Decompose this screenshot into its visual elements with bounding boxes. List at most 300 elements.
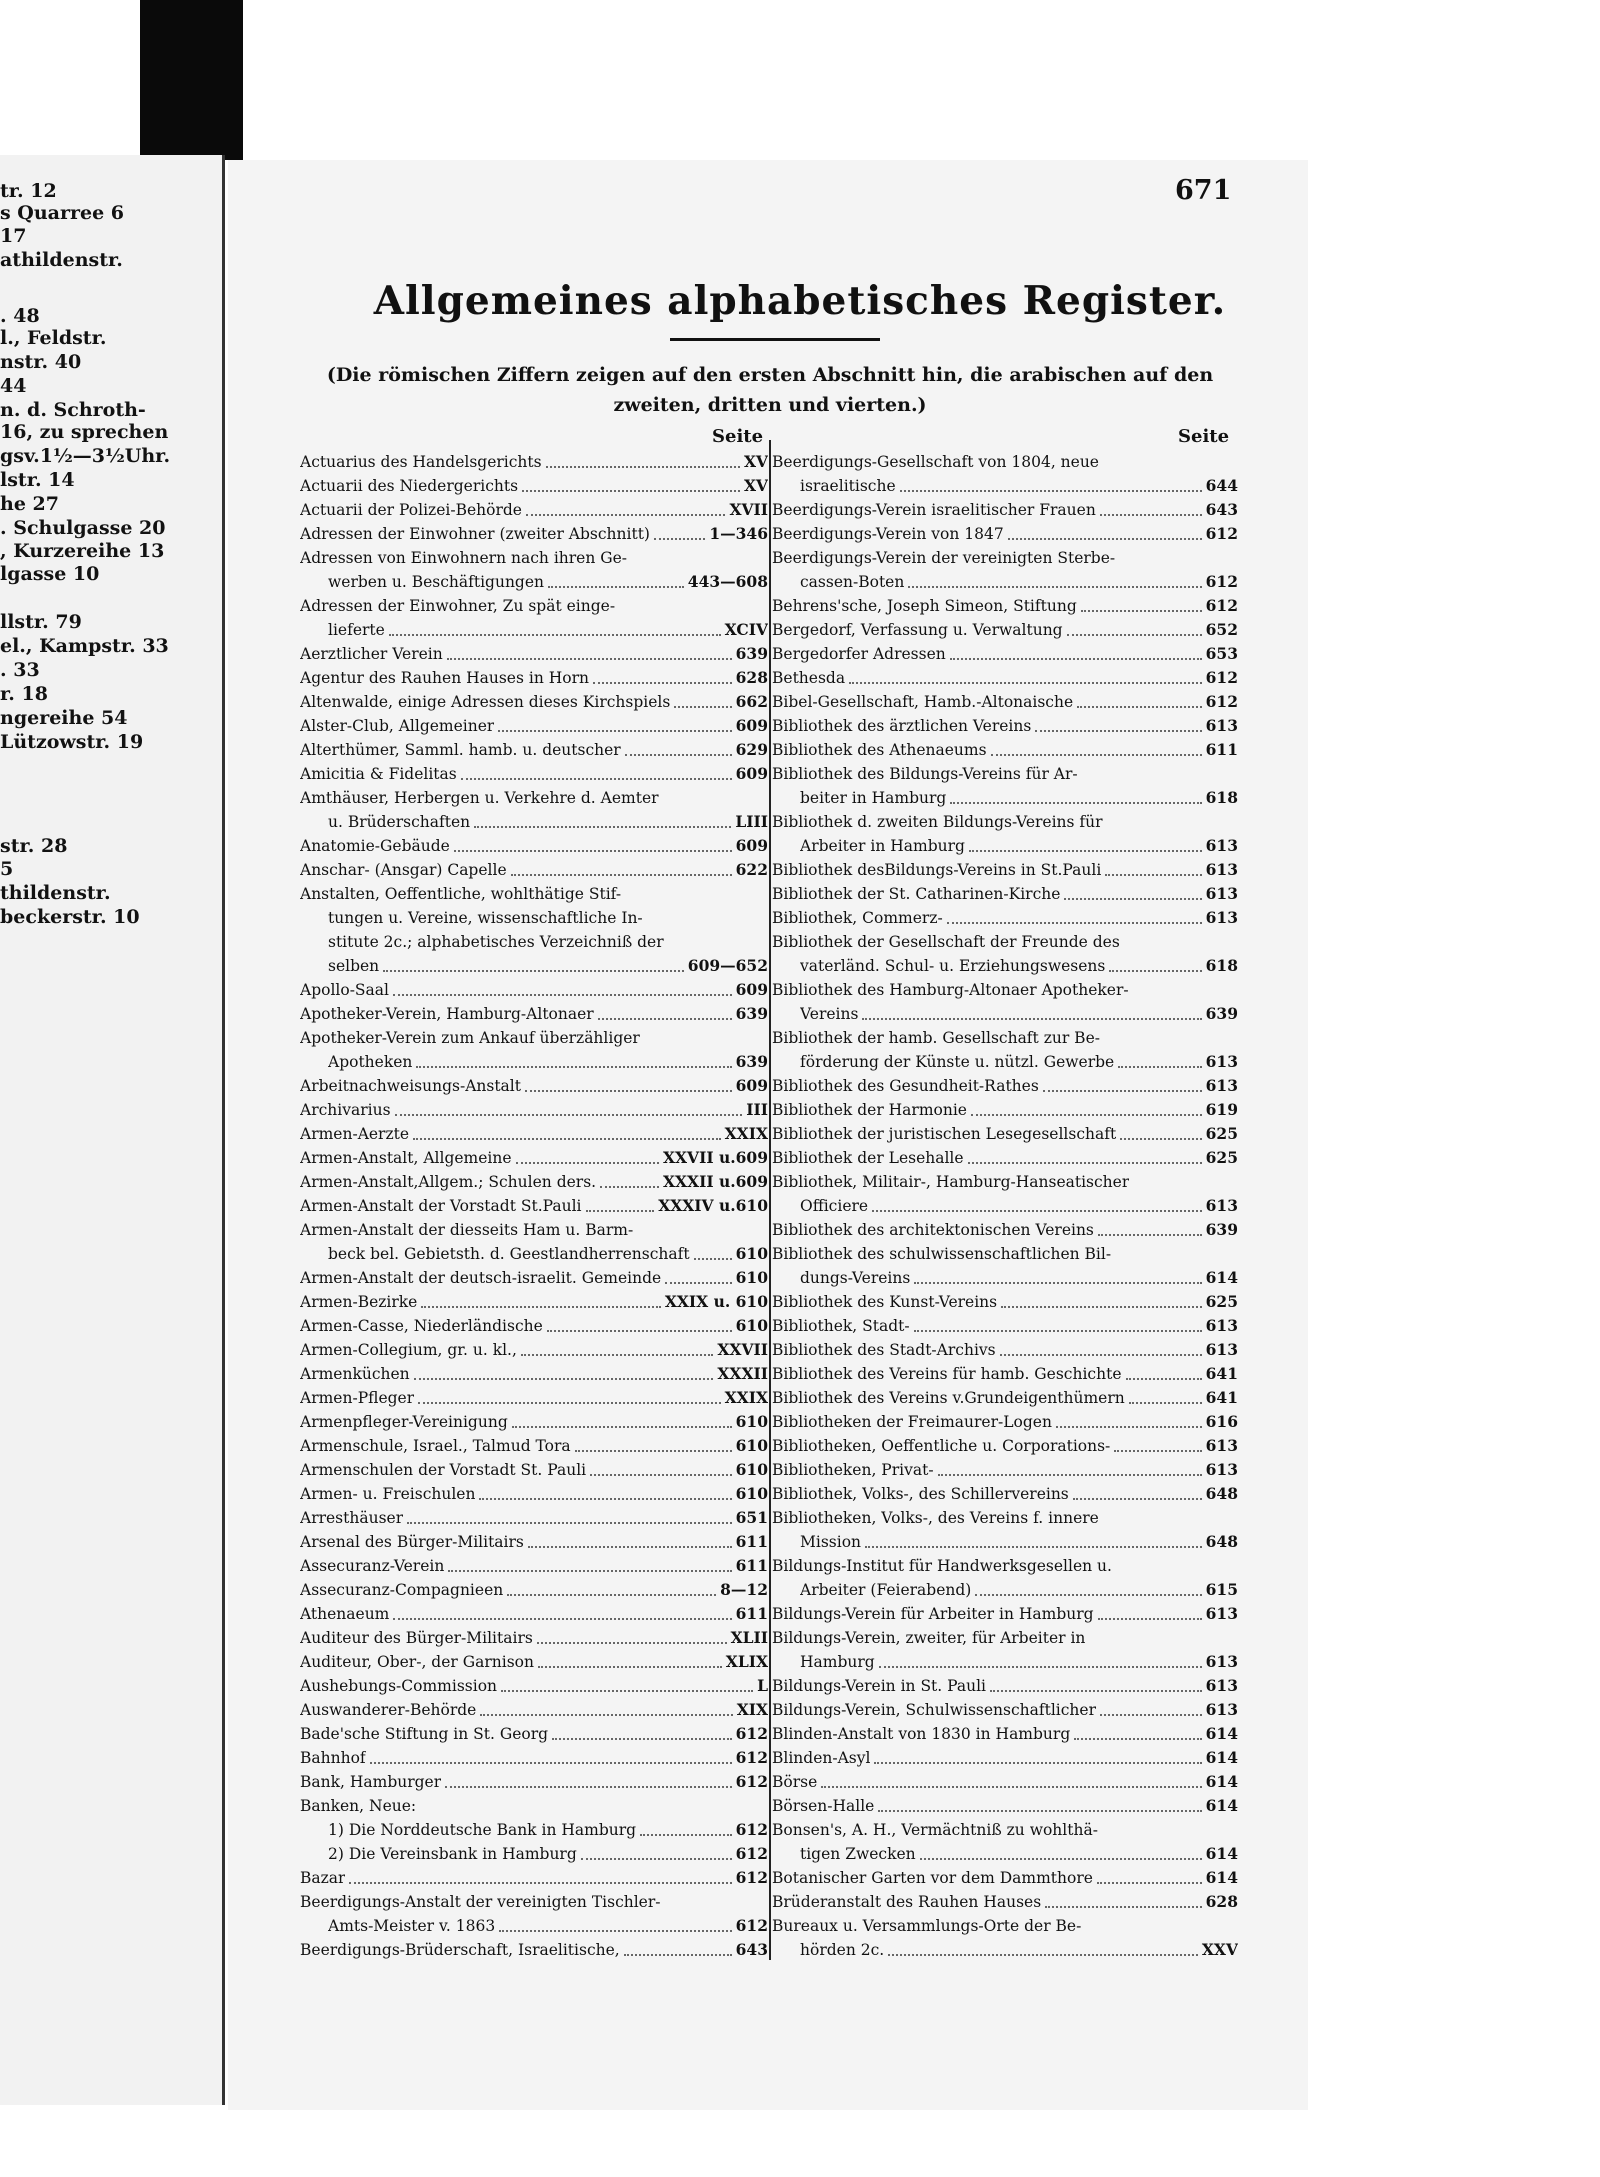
entry-page-ref: 613 — [1205, 1700, 1238, 1719]
register-entry — [300, 738, 768, 762]
entry-page-ref: 641 — [1205, 1364, 1238, 1383]
entry-page-ref: 625 — [1205, 1124, 1238, 1143]
entry-label: Bildungs-Verein für Arbeiter in Hamburg — [772, 1605, 1094, 1623]
dot-leader — [975, 1594, 1201, 1596]
dot-leader — [581, 1858, 732, 1860]
entry-page-ref: 628 — [735, 668, 768, 687]
entry-page-ref: 614 — [1205, 1868, 1238, 1887]
register-entry — [300, 1818, 768, 1842]
dot-leader — [969, 850, 1202, 852]
register-entry — [772, 1698, 1238, 1722]
entry-label: Apollo-Saal — [300, 981, 389, 999]
entry-page-ref: 622 — [735, 860, 768, 879]
register-entry — [300, 1338, 768, 1362]
register-entry — [772, 978, 1238, 1002]
dot-leader — [474, 826, 731, 828]
entry-label: Actuarii der Polizei-Behörde — [300, 501, 522, 519]
register-entry — [772, 570, 1238, 594]
register-entry — [772, 882, 1238, 906]
register-entry — [300, 1578, 768, 1602]
entry-label: cassen-Boten — [800, 573, 905, 591]
entry-label: Aerztlicher Verein — [300, 645, 443, 663]
entry-label: Amts-Meister v. 1863 — [328, 1917, 496, 1935]
entry-page-ref: 613 — [1205, 860, 1238, 879]
entry-page-ref: 612 — [735, 1916, 768, 1935]
entry-label: Bibliothek, Commerz- — [772, 909, 943, 927]
dot-leader — [575, 1450, 732, 1452]
entry-label: Bibliotheken der Freimaurer-Logen — [772, 1413, 1052, 1431]
entry-label: israelitische — [800, 477, 896, 495]
dot-leader — [538, 1666, 722, 1668]
entry-page-ref: 643 — [735, 1940, 768, 1959]
register-entry — [772, 738, 1238, 762]
dot-leader — [1098, 1234, 1202, 1236]
register-entry — [300, 666, 768, 690]
left-page-fragment: he 27 — [0, 493, 59, 515]
register-entry — [300, 930, 768, 954]
register-entry — [772, 1890, 1238, 1914]
dot-leader — [1097, 1882, 1202, 1884]
register-entry — [300, 546, 768, 570]
dot-leader — [947, 922, 1202, 924]
entry-label: Armen-Casse, Niederländische — [300, 1317, 543, 1335]
register-entry — [300, 594, 768, 618]
entry-label: Anschar- (Ansgar) Capelle — [300, 861, 507, 879]
register-entry — [772, 1026, 1238, 1050]
dot-leader — [480, 1714, 732, 1716]
entry-label: förderung der Künste u. nützl. Gewerbe — [800, 1053, 1115, 1071]
entry-page-ref: XXXII u.609 — [663, 1172, 768, 1191]
entry-page-ref: 619 — [1205, 1100, 1238, 1119]
entry-label: Alterthümer, Samml. hamb. u. deutscher — [300, 741, 621, 759]
register-entry — [772, 1626, 1238, 1650]
entry-page-ref: 612 — [735, 1844, 768, 1863]
entry-label: Bildungs-Verein, zweiter, für Arbeiter in — [772, 1629, 1086, 1647]
entry-page-ref: 612 — [735, 1724, 768, 1743]
entry-page-ref: 653 — [1205, 644, 1238, 663]
dot-leader — [511, 874, 732, 876]
entry-page-ref: 618 — [1205, 956, 1238, 975]
entry-page-ref: 609 — [735, 716, 768, 735]
dot-leader — [624, 1954, 732, 1956]
register-entry — [772, 1314, 1238, 1338]
register-entry — [772, 1242, 1238, 1266]
dot-leader — [888, 1954, 1198, 1956]
dot-leader — [640, 1834, 732, 1836]
register-entry — [300, 1746, 768, 1770]
entry-page-ref: XVII — [729, 500, 768, 519]
entry-label: Bibliotheken, Privat- — [772, 1461, 934, 1479]
register-left-column — [300, 450, 768, 1962]
register-entry — [772, 1674, 1238, 1698]
entry-label: Arbeiter (Feierabend) — [800, 1581, 972, 1599]
entry-label: Beerdigungs-Anstalt der vereinigten Tischler- — [300, 1893, 661, 1911]
entry-label: Armen-Anstalt der Vorstadt St.Pauli — [300, 1197, 582, 1215]
dot-leader — [971, 1114, 1202, 1116]
register-entry — [772, 1914, 1238, 1938]
entry-page-ref: XIX — [736, 1700, 768, 1719]
dot-leader — [1035, 730, 1201, 732]
dot-leader — [418, 1402, 721, 1404]
register-entry — [300, 1290, 768, 1314]
entry-page-ref: 609—652 — [687, 956, 768, 975]
register-entry — [300, 1554, 768, 1578]
dot-leader — [920, 1858, 1202, 1860]
register-entry — [772, 1290, 1238, 1314]
dot-leader — [552, 1738, 732, 1740]
register-entry — [772, 1938, 1238, 1962]
entry-label: Bibliotheken, Volks-, des Vereins f. innere — [772, 1509, 1099, 1527]
dot-leader — [1100, 514, 1202, 516]
dot-leader — [1074, 1738, 1201, 1740]
dot-leader — [694, 1258, 732, 1260]
left-column-header: Seite — [712, 426, 764, 447]
entry-label: Bibel-Gesellschaft, Hamb.-Altonaische — [772, 693, 1074, 711]
dot-leader — [938, 1474, 1202, 1476]
dot-leader — [413, 1138, 721, 1140]
dot-leader — [914, 1282, 1201, 1284]
register-entry — [772, 1458, 1238, 1482]
entry-page-ref: 611 — [1205, 740, 1238, 759]
register-entry — [300, 1410, 768, 1434]
register-entry — [300, 1026, 768, 1050]
register-entry — [772, 1122, 1238, 1146]
entry-label: Bibliothek der hamb. Gesellschaft zur Be- — [772, 1029, 1100, 1047]
entry-label: Bibliotheken, Oeffentliche u. Corporations- — [772, 1437, 1111, 1455]
register-entry — [772, 810, 1238, 834]
entry-page-ref: XXXIV u.610 — [658, 1196, 768, 1215]
entry-label: 1) Die Norddeutsche Bank in Hamburg — [328, 1821, 637, 1839]
entry-page-ref: 611 — [735, 1604, 768, 1623]
entry-label: Blinden-Anstalt von 1830 in Hamburg — [772, 1725, 1071, 1743]
dot-leader — [849, 682, 1202, 684]
dot-leader — [393, 994, 732, 996]
dot-leader — [1118, 1066, 1201, 1068]
entry-label: Bibliothek des Stadt-Archivs — [772, 1341, 996, 1359]
left-page-fragment: beckerstr. 10 — [0, 906, 140, 928]
dot-leader — [593, 682, 732, 684]
dot-leader — [914, 1330, 1202, 1332]
register-entry — [772, 594, 1238, 618]
entry-label: hörden 2c. — [800, 1941, 885, 1959]
entry-label: Behrens'sche, Joseph Simeon, Stiftung — [772, 597, 1077, 615]
entry-label: Amicitia & Fidelitas — [300, 765, 457, 783]
entry-page-ref: 609 — [735, 980, 768, 999]
entry-page-ref: 612 — [735, 1820, 768, 1839]
register-entry — [300, 1794, 768, 1818]
entry-label: Athenaeum — [300, 1605, 390, 1623]
register-entry — [300, 1866, 768, 1890]
entry-label: stitute 2c.; alphabetisches Verzeichniß der — [328, 933, 664, 951]
register-entry — [772, 1194, 1238, 1218]
entry-label: Botanischer Garten vor dem Dammthore — [772, 1869, 1093, 1887]
register-entry — [772, 714, 1238, 738]
title-underline — [670, 338, 880, 341]
register-entry — [300, 1434, 768, 1458]
register-entry — [300, 1914, 768, 1938]
entry-label: Anstalten, Oeffentliche, wohlthätige Stif- — [300, 885, 622, 903]
entry-page-ref: XXVII u.609 — [663, 1148, 768, 1167]
dot-leader — [586, 1210, 655, 1212]
register-entry — [772, 1002, 1238, 1026]
register-entry — [772, 1602, 1238, 1626]
entry-label: Bibliothek der Harmonie — [772, 1101, 967, 1119]
entry-label: Officiere — [800, 1197, 869, 1215]
dot-leader — [512, 1426, 732, 1428]
entry-page-ref: 612 — [1205, 596, 1238, 615]
dot-leader — [421, 1306, 660, 1308]
left-page-fragment: str. 28 — [0, 835, 68, 857]
entry-page-ref: 613 — [1205, 1436, 1238, 1455]
register-entry — [772, 666, 1238, 690]
entry-page-ref: 614 — [1205, 1724, 1238, 1743]
dot-leader — [395, 1114, 743, 1116]
entry-label: u. Brüderschaften — [328, 813, 471, 831]
register-entry — [300, 1626, 768, 1650]
register-entry — [772, 1818, 1238, 1842]
entry-label: Bank, Hamburger — [300, 1773, 442, 1791]
entry-page-ref: XV — [743, 452, 768, 471]
dot-leader — [874, 1762, 1201, 1764]
dot-leader — [1043, 1090, 1202, 1092]
entry-label: Arresthäuser — [300, 1509, 404, 1527]
entry-page-ref: 612 — [735, 1748, 768, 1767]
entry-label: Bibliothek des architektonischen Vereins — [772, 1221, 1094, 1239]
register-entry — [772, 1506, 1238, 1530]
left-page-fragment: tr. 12 — [0, 180, 57, 202]
entry-page-ref: 614 — [1205, 1772, 1238, 1791]
register-entry — [772, 834, 1238, 858]
dot-leader — [393, 1618, 731, 1620]
register-entry — [772, 1386, 1238, 1410]
entry-page-ref: 610 — [735, 1244, 768, 1263]
entry-page-ref: 652 — [1205, 620, 1238, 639]
left-page-fragment: lstr. 14 — [0, 469, 75, 491]
entry-page-ref: 616 — [1205, 1412, 1238, 1431]
dot-leader — [454, 850, 732, 852]
entry-label: Bildungs-Institut für Handwerksgesellen u. — [772, 1557, 1112, 1575]
entry-page-ref: 609 — [735, 764, 768, 783]
entry-page-ref: 641 — [1205, 1388, 1238, 1407]
entry-page-ref: 611 — [735, 1532, 768, 1551]
entry-label: Bibliothek des schulwissenschaftlichen Bil- — [772, 1245, 1112, 1263]
page-number: 671 — [1175, 175, 1232, 206]
entry-page-ref: 612 — [1205, 524, 1238, 543]
register-entry — [300, 1890, 768, 1914]
page-title: Allgemeines alphabetisches Register. — [373, 278, 1227, 324]
entry-page-ref: 639 — [1205, 1004, 1238, 1023]
dot-leader — [1081, 610, 1202, 612]
register-entry — [300, 1842, 768, 1866]
entry-label: Adressen der Einwohner (zweiter Abschnitt) — [300, 525, 650, 543]
register-entry — [772, 522, 1238, 546]
register-entry — [772, 1530, 1238, 1554]
entry-label: Anatomie-Gebäude — [300, 837, 450, 855]
entry-label: Blinden-Asyl — [772, 1749, 871, 1767]
dot-leader — [383, 970, 684, 972]
entry-label: Arbeitnachweisungs-Anstalt — [300, 1077, 521, 1095]
entry-label: Armen-Anstalt,Allgem.; Schulen ders. — [300, 1173, 597, 1191]
entry-label: Bibliothek der St. Catharinen-Kirche — [772, 885, 1061, 903]
entry-label: Armen-Collegium, gr. u. kl., — [300, 1341, 517, 1359]
register-entry — [300, 690, 768, 714]
dot-leader — [1100, 1714, 1202, 1716]
register-entry — [772, 1650, 1238, 1674]
left-page-fragment: 17 — [0, 225, 27, 247]
register-entry — [300, 1074, 768, 1098]
entry-label: Bergedorf, Verfassung u. Verwaltung — [772, 621, 1063, 639]
dot-leader — [991, 754, 1202, 756]
dot-leader — [537, 1642, 727, 1644]
dot-leader — [1098, 1618, 1202, 1620]
entry-label: selben — [328, 957, 380, 975]
entry-label: Assecuranz-Verein — [300, 1557, 445, 1575]
entry-label: Brüderanstalt des Rauhen Hauses — [772, 1893, 1042, 1911]
entry-label: Armenschule, Israel., Talmud Tora — [300, 1437, 571, 1455]
register-entry — [300, 1770, 768, 1794]
gutter-shadow — [140, 0, 243, 160]
register-entry — [300, 1482, 768, 1506]
entry-label: tungen u. Vereine, wissenschaftliche In- — [328, 909, 643, 927]
dot-leader — [968, 1162, 1202, 1164]
entry-page-ref: 614 — [1205, 1268, 1238, 1287]
entry-page-ref: 613 — [1205, 1676, 1238, 1695]
dot-leader — [548, 586, 684, 588]
register-entry — [772, 498, 1238, 522]
left-page-fragment: gsv.1½—3½Uhr. — [0, 445, 171, 467]
dot-leader — [525, 1090, 732, 1092]
dot-leader — [499, 1930, 731, 1932]
entry-page-ref: XXXII — [717, 1364, 768, 1383]
register-entry — [300, 786, 768, 810]
dot-leader — [674, 706, 731, 708]
entry-label: beck bel. Gebietsth. d. Geestlandherrenschaft — [328, 1245, 690, 1263]
entry-page-ref: 644 — [1205, 476, 1238, 495]
entry-page-ref: 610 — [735, 1484, 768, 1503]
entry-page-ref: 443—608 — [687, 572, 768, 591]
entry-page-ref: 613 — [1205, 716, 1238, 735]
register-entry — [772, 1410, 1238, 1434]
register-entry — [300, 882, 768, 906]
entry-label: Agentur des Rauhen Hauses in Horn — [300, 669, 589, 687]
entry-page-ref: 612 — [1205, 668, 1238, 687]
dot-leader — [1109, 970, 1201, 972]
entry-page-ref: 613 — [1205, 1604, 1238, 1623]
entry-page-ref: 651 — [735, 1508, 768, 1527]
entry-label: Apotheker-Verein, Hamburg-Altonaer — [300, 1005, 594, 1023]
dot-leader — [547, 1330, 732, 1332]
dot-leader — [908, 586, 1201, 588]
entry-page-ref: 625 — [1205, 1292, 1238, 1311]
register-entry — [772, 1170, 1238, 1194]
entry-page-ref: 648 — [1205, 1532, 1238, 1551]
register-entry — [772, 618, 1238, 642]
register-entry — [772, 1434, 1238, 1458]
entry-label: Arbeiter in Hamburg — [800, 837, 965, 855]
register-entry — [300, 1722, 768, 1746]
entry-page-ref: 613 — [1205, 1052, 1238, 1071]
entry-page-ref: XLIX — [725, 1652, 768, 1671]
register-entry — [300, 1194, 768, 1218]
entry-label: Bibliothek des Vereins für hamb. Geschichte — [772, 1365, 1122, 1383]
entry-label: Beerdigungs-Verein israelitischer Frauen — [772, 501, 1096, 519]
register-entry — [300, 1098, 768, 1122]
register-entry — [300, 522, 768, 546]
entry-label: Bibliothek, Volks-, des Schillervereins — [772, 1485, 1069, 1503]
dot-leader — [1045, 1906, 1201, 1908]
dot-leader — [862, 1018, 1201, 1020]
entry-page-ref: 1—346 — [709, 524, 768, 543]
register-entry — [772, 762, 1238, 786]
dot-leader — [1073, 1498, 1202, 1500]
left-page-fragment: lgasse 10 — [0, 563, 100, 585]
dot-leader — [1000, 1354, 1202, 1356]
left-page-fragment: ngereihe 54 — [0, 707, 128, 729]
entry-page-ref: 610 — [735, 1268, 768, 1287]
entry-page-ref: 639 — [735, 644, 768, 663]
dot-leader — [516, 1162, 659, 1164]
dot-leader — [546, 466, 740, 468]
register-entry — [300, 570, 768, 594]
register-entry — [300, 954, 768, 978]
entry-page-ref: 639 — [735, 1004, 768, 1023]
right-column-header: Seite — [1178, 426, 1230, 447]
register-entry — [772, 1794, 1238, 1818]
register-entry — [300, 1698, 768, 1722]
dot-leader — [501, 1690, 753, 1692]
entry-label: Aushebungs-Commission — [300, 1677, 498, 1695]
register-entry — [772, 690, 1238, 714]
entry-page-ref: XLII — [730, 1628, 768, 1647]
dot-leader — [521, 1354, 713, 1356]
entry-label: Banken, Neue: — [300, 1797, 417, 1815]
register-entry — [300, 1266, 768, 1290]
dot-leader — [1067, 634, 1202, 636]
dot-leader — [950, 658, 1202, 660]
entry-label: Bibliothek des Gesundheit-Rathes — [772, 1077, 1039, 1095]
left-page-fragment: , Kurzereihe 13 — [0, 540, 165, 562]
register-entry — [300, 714, 768, 738]
dot-leader — [389, 634, 721, 636]
entry-label: Bureaux u. Versammlungs-Orte der Be- — [772, 1917, 1082, 1935]
entry-page-ref: 610 — [735, 1436, 768, 1455]
entry-label: Hamburg — [800, 1653, 875, 1671]
entry-label: Amthäuser, Herbergen u. Verkehre d. Aemter — [300, 789, 659, 807]
entry-page-ref: 610 — [735, 1412, 768, 1431]
register-entry — [772, 642, 1238, 666]
entry-page-ref: XCIV — [724, 620, 768, 639]
register-entry — [772, 906, 1238, 930]
entry-page-ref: 612 — [1205, 572, 1238, 591]
register-entry — [300, 1122, 768, 1146]
entry-page-ref: L — [757, 1676, 768, 1695]
dot-leader — [900, 490, 1202, 492]
entry-page-ref: 612 — [735, 1772, 768, 1791]
entry-page-ref: III — [746, 1100, 768, 1119]
entry-label: Armen-Bezirke — [300, 1293, 418, 1311]
entry-page-ref: 625 — [1205, 1148, 1238, 1167]
register-entry — [300, 1002, 768, 1026]
register-entry — [772, 1218, 1238, 1242]
dot-leader — [522, 490, 740, 492]
entry-label: Armen-Anstalt, Allgemeine — [300, 1149, 512, 1167]
dot-leader — [1064, 898, 1201, 900]
entry-label: Bade'sche Stiftung in St. Georg — [300, 1725, 549, 1743]
entry-label: Bibliothek der Lesehalle — [772, 1149, 964, 1167]
entry-label: tigen Zwecken — [800, 1845, 916, 1863]
register-entry — [772, 450, 1238, 474]
entry-page-ref: 618 — [1205, 788, 1238, 807]
